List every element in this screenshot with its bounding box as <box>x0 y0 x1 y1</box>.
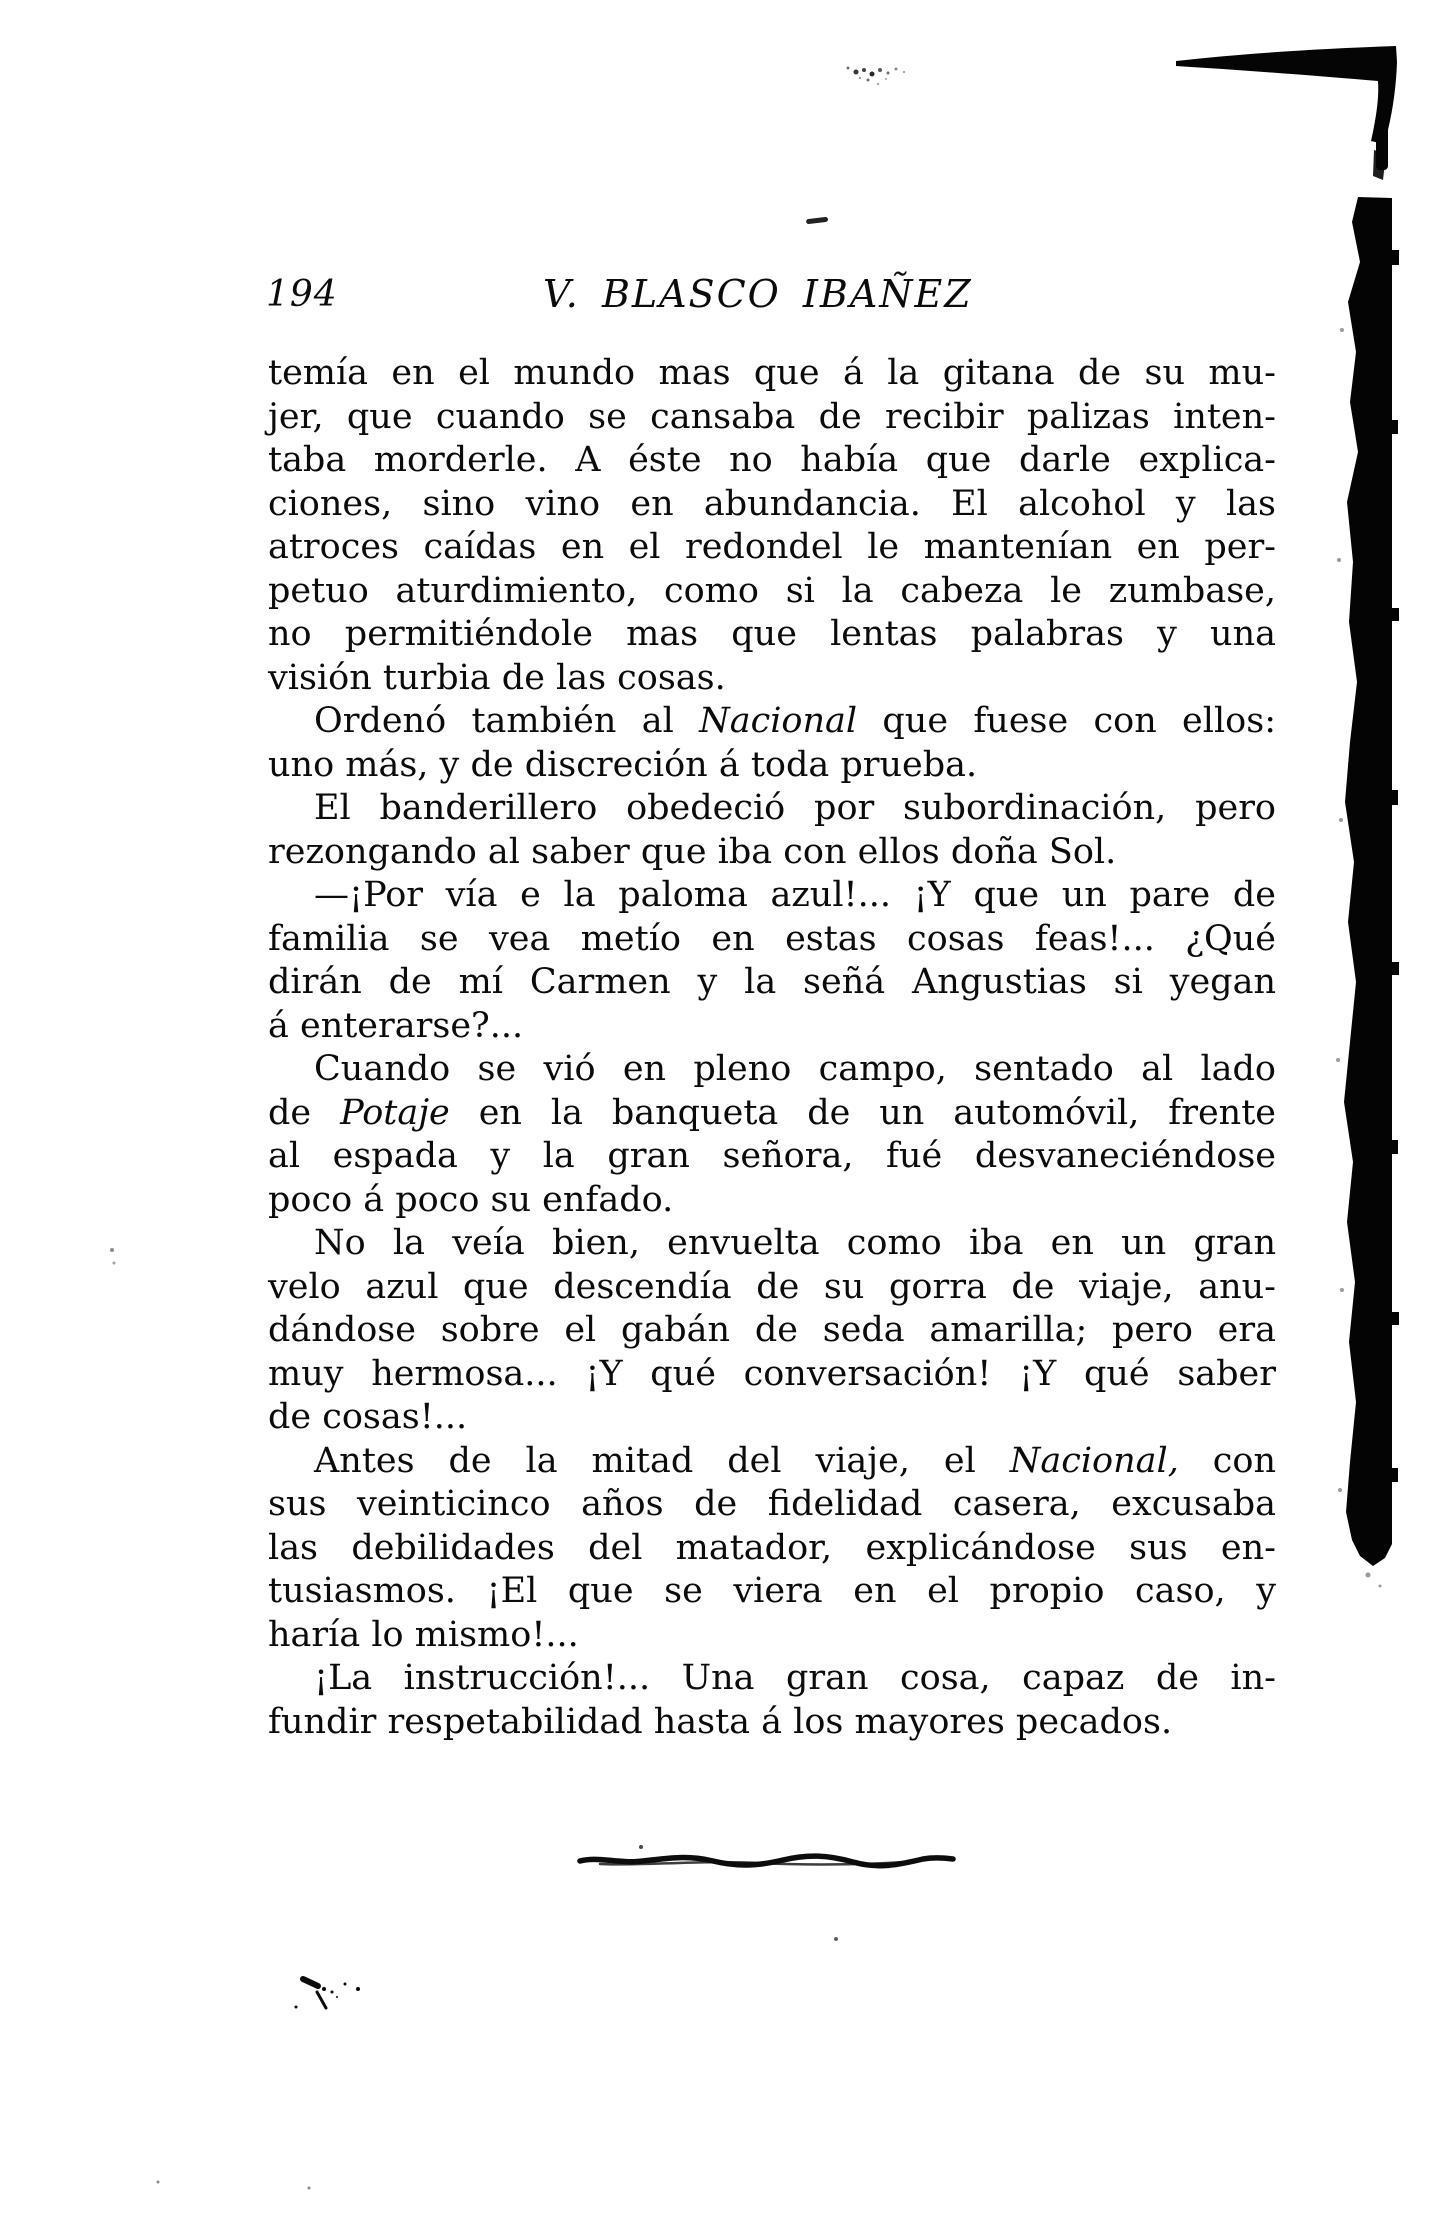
text-line: dándose sobre el gabán de seda amarilla; pero era <box>268 1310 1276 1350</box>
text-line: Cuando se vió en pleno campo, sentado al lado <box>314 1049 1276 1089</box>
text-line: temía en el mundo mas que á la gitana de su mu- <box>268 353 1276 393</box>
text-line: Antes de la mitad del viaje, el Nacional, con <box>314 1440 1276 1481</box>
text-line: sus veinticinco años de fidelidad casera, excusaba <box>268 1484 1276 1524</box>
text-line: muy hermosa... ¡Y qué conversación! ¡Y qué saber <box>268 1353 1276 1394</box>
text-line: fundir respetabilidad hasta á los mayores pecados. <box>268 1701 1173 1742</box>
text-line: rezongando al saber que iba con ellos doña Sol. <box>268 831 1117 872</box>
text-line: jer, que cuando se cansaba de recibir palizas inten- <box>268 396 1276 437</box>
scan-artifact-band-speckle <box>1336 328 1382 1588</box>
text-line: velo azul que descendía de su gorra de viaje, anu- <box>268 1266 1276 1307</box>
end-rule-thickness <box>600 1861 920 1864</box>
text-line: de Potaje en la banqueta de un automóvil, frente <box>268 1092 1277 1133</box>
text-line: uno más, y de discreción á toda prueba. <box>268 744 978 785</box>
text-line: atroces caídas en el redondel le mantenían en per- <box>268 527 1276 567</box>
text-line: tusiasmos. ¡El que se viera en el propio caso, y <box>268 1571 1276 1611</box>
text-line: Ordenó también al Nacional que fuese con ellos: <box>314 701 1276 741</box>
text-line: ¡La instrucción!... Una gran cosa, capaz de in- <box>314 1658 1276 1698</box>
text-line: —¡Por vía e la paloma azul!... ¡Y que un pare de <box>314 875 1276 915</box>
text-line: petuo aturdimiento, como si la cabeza le zumbase, <box>268 570 1276 611</box>
text-line: á enterarse?... <box>268 1005 524 1046</box>
end-rule <box>580 1856 953 1866</box>
scan-artifact-dash <box>806 217 828 225</box>
text-line: de cosas!... <box>268 1397 468 1437</box>
text-line: las debilidades del matador, explicándose sus en- <box>268 1527 1276 1568</box>
scan-artifact-wedge-drip <box>1373 150 1386 180</box>
text-line: poco á poco su enfado. <box>268 1179 674 1220</box>
scan-artifact-top-wedge <box>1176 46 1397 144</box>
text-line: taba morderle. A éste no había que darle explica- <box>268 440 1276 480</box>
text-line: No la veía bien, envuelta como iba en un gran <box>314 1223 1276 1263</box>
text-line: haría lo mismo!... <box>268 1614 579 1655</box>
page-number: 194 <box>266 274 338 315</box>
text-line: dirán de mí Carmen y la señá Angustias si yegan <box>268 962 1276 1002</box>
running-title: V. BLASCO IBAÑEZ <box>543 272 973 316</box>
text-line: al espada y la gran señora, fué desvaneciéndose <box>268 1136 1276 1176</box>
body-text <box>268 352 1276 1744</box>
scan-artifact-band-nubs <box>1376 120 1399 1482</box>
scan-artifact-top-smudge <box>847 67 906 86</box>
text-line: El banderillero obedeció por subordinación, pero <box>314 788 1276 828</box>
text-line: visión turbia de las cosas. <box>268 657 726 698</box>
text-line: no permitiéndole mas que lentas palabras y una <box>268 614 1276 654</box>
scan-artifact-right-band <box>1344 197 1392 1566</box>
text-line: familia se vea metío en estas cosas feas!... ¿Qué <box>268 918 1276 959</box>
scan-artifact-ink-mark <box>295 1979 361 2009</box>
text-line: ciones, sino vino en abundancia. El alcohol y las <box>268 483 1276 524</box>
